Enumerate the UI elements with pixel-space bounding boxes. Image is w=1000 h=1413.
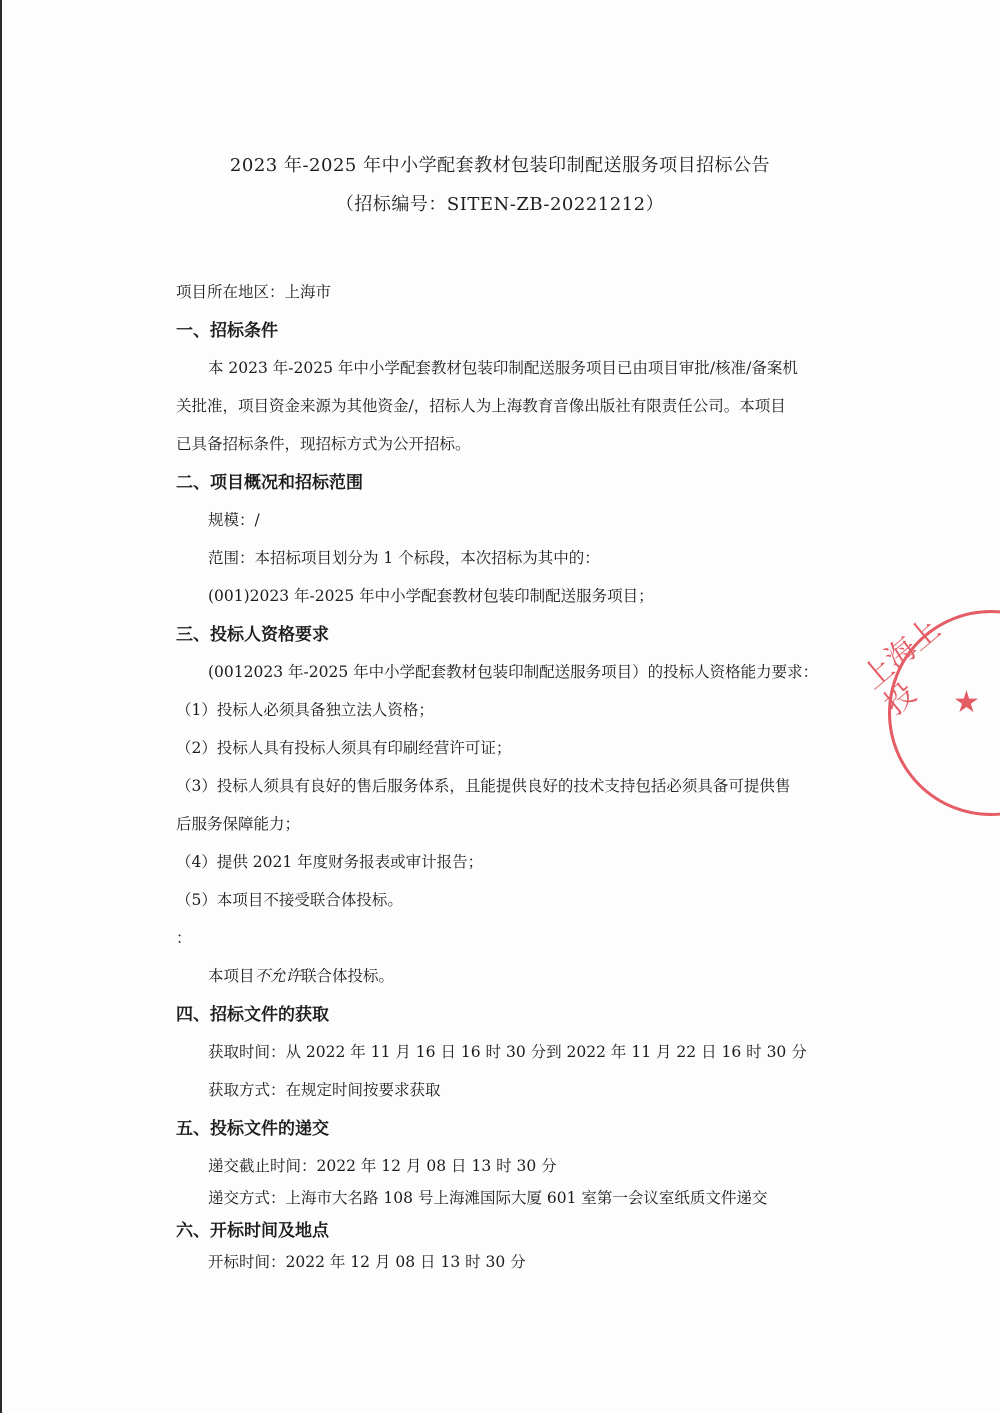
joint-bid-post: 联合体投标。 (301, 967, 395, 985)
qualification-intro: (0012023 年-2025 年中小学配套教材包装印制配送服务项目）的投标人资格能力要求： (208, 663, 819, 681)
section-6-heading: 六、开标时间及地点 (176, 1221, 329, 1241)
requirement-3-cont: 后服务保障能力； (176, 815, 301, 833)
project-scale: 规模：/ (208, 511, 260, 529)
sec1-paragraph-line: 关批准，项目资金来源为其他资金/，招标人为上海教育音像出版社有限责任公司。本项目 (176, 397, 786, 415)
company-seal (855, 610, 1000, 816)
project-scope: 范围：本招标项目划分为 1 个标段，本次招标为其中的： (208, 549, 600, 567)
opening-time: 开标时间：2022 年 12 月 08 日 13 时 30 分 (208, 1253, 526, 1271)
submission-method: 递交方式：上海市大名路 108 号上海滩国际大厦 601 室第一会议室纸质文件递交 (208, 1189, 768, 1207)
stray-colon: ： (176, 929, 192, 947)
sec1-paragraph-line: 已具备招标条件，现招标方式为公开招标。 (176, 435, 471, 453)
section-1-heading: 一、招标条件 (176, 321, 278, 341)
requirement-1: （1）投标人必须具备独立法人资格； (176, 701, 434, 719)
joint-bid-pre: 本项目 (208, 967, 255, 985)
section-4-heading: 四、招标文件的获取 (176, 1005, 329, 1025)
project-region: 项目所在地区：上海市 (176, 283, 332, 301)
lot-item: (001)2023 年-2025 年中小学配套教材包装印制配送服务项目； (208, 587, 654, 605)
acquire-time: 获取时间：从 2022 年 11 月 16 日 16 时 30 分到 2022 年 11 月 22 日 16 时 30 分 (208, 1043, 807, 1061)
submission-deadline: 递交截止时间：2022 年 12 月 08 日 13 时 30 分 (208, 1157, 557, 1175)
requirement-4: （4）提供 2021 年度财务报表或审计报告； (176, 853, 484, 871)
requirement-3: （3）投标人须具有良好的售后服务体系，且能提供良好的技术支持包括必须具备可提供售 (176, 777, 791, 795)
requirement-5: （5）本项目不接受联合体投标。 (176, 891, 403, 909)
joint-bid-statement (208, 964, 394, 986)
seal-star-icon: ★ (953, 685, 980, 720)
seal-text: 上海上投 (855, 611, 948, 723)
acquire-method: 获取方式：在规定时间按要求获取 (208, 1081, 441, 1099)
tender-number: （招标编号：SITEN-ZB-20221212） (335, 194, 665, 215)
section-5-heading: 五、投标文件的递交 (176, 1119, 329, 1139)
section-3-heading: 三、投标人资格要求 (176, 625, 329, 645)
requirement-2: （2）投标人具有投标人须具有印刷经营许可证； (176, 739, 512, 757)
section-2-heading: 二、项目概况和招标范围 (176, 473, 363, 493)
sec1-paragraph-line: 本 2023 年-2025 年中小学配套教材包装印制配送服务项目已由项目审批/核准/备案机 (208, 359, 798, 377)
document-title: 2023 年-2025 年中小学配套教材包装印制配送服务项目招标公告 (229, 155, 771, 176)
joint-bid-emphasis: 不允许 (254, 967, 302, 985)
